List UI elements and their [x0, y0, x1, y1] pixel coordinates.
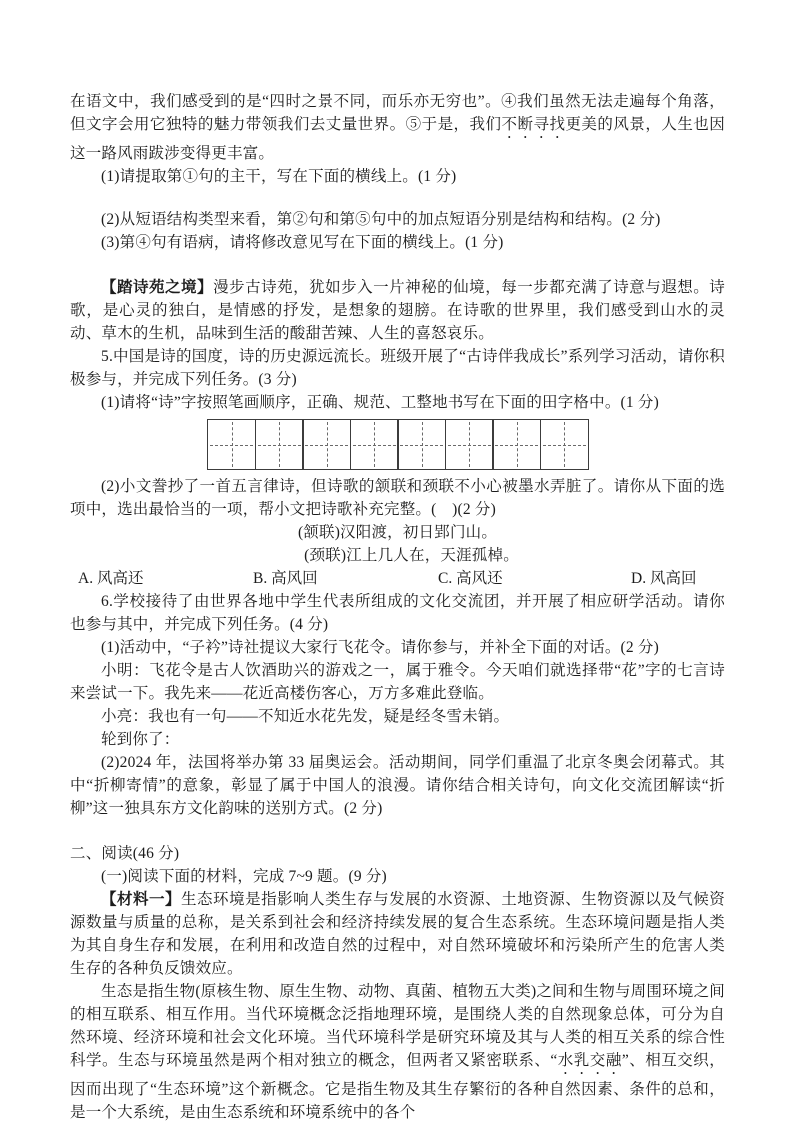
- tianzige-cell: [302, 419, 351, 470]
- option-c: C. 高风还: [438, 570, 503, 587]
- question-5-stem: 5.中国是诗的国度，诗的历史源远流长。班级开展了“古诗伴我成长”系列学习活动，请你积极参与，并完成下列任务。(3 分): [70, 348, 725, 388]
- emphasized-phrase-buduan-xunzhao: 不断寻找: [501, 116, 566, 133]
- question-4-3: (3)第④句有语病，请将修改意见写在下面的横线上。(1 分): [101, 234, 504, 251]
- option-b: B. 高风回: [253, 570, 318, 587]
- couplet-hanlian: (颔联)汉阳渡，初日郢门山。: [297, 524, 498, 541]
- paragraph-text-b: 更美的风景，人生也因这一路风雨跋涉变得更丰富。: [70, 116, 725, 162]
- option-a: A. 风高还: [78, 570, 144, 587]
- paragraph-text-a: 在语文中，我们感受到的是“四时之景不同，而乐亦无穷也”。④我们虽然无法走遍每个角落，但文字会用它独特的魅力带领我们去丈量世界。⑤于是，我们: [70, 93, 725, 133]
- question-5-1: (1)请将“诗”字按照笔画顺序，正确、规范、工整地书写在下面的田字格中。(1 分): [101, 394, 659, 411]
- tianzige-cell: [445, 419, 494, 470]
- tianzige-cell: [540, 419, 589, 470]
- tianzige-cell: [350, 419, 399, 470]
- couplet-jinglian: (颈联)江上几人在，天涯孤棹。: [304, 547, 519, 564]
- paragraph-language-intro: [70, 90, 725, 165]
- question-4-2: (2)从短语结构类型来看，第②句和第⑤句中的加点短语分别是结构和结构。(2 分): [101, 211, 661, 228]
- bracket-label-material-1: 【材料一】: [101, 891, 182, 908]
- tianzige-cell: [397, 419, 446, 470]
- poem-garden-text: 漫步古诗苑，犹如步入一片神秘的仙境，每一步都充满了诗意与遐想。诗歌，是心灵的独白，是情感的抒发，是想象的翅膀。在诗歌的世界里，我们感受到山水的灵动、草木的生机，品味到生活的酸甜苦辣、人生的喜怒哀乐。: [70, 279, 725, 342]
- question-6-1: (1)活动中，“子衿”诗社提议大家行飞花令。请你参与，并补全下面的对话。(2 分): [101, 639, 659, 656]
- answer-blank-space: [70, 188, 725, 208]
- option-d: D. 风高回: [631, 570, 697, 587]
- dialog-xiaoliang: 小亮：我也有一句——不知近水花先发，疑是经冬雪未销。: [101, 708, 510, 725]
- dialog-xiaoming: 小明：飞花令是古人饮酒助兴的游戏之一，属于雅令。今天咱们就选择带“花”字的七言诗来尝试一下。我先来——花近高楼伤客心，万方多难此登临。: [70, 662, 725, 702]
- section-2-subtitle: (一)阅读下面的材料，完成 7~9 题。(9 分): [101, 868, 387, 885]
- material-1-p2-text-b: ”、相互交织，因而出现了“生态环境”这个新概念。它是指生物及其生存繁衍的各种自然因素、条件的总和，是一个大系统，是由生态系统和环境系统中的各个: [70, 1052, 725, 1121]
- section-gap: [70, 254, 725, 276]
- material-1-paragraph-2: [70, 980, 725, 1124]
- material-1-text: 生态环境是指影响人类生存与发展的水资源、土地资源、生物资源以及气候资源数量与质量的总称，是关系到社会和经济持续发展的复合生态系统。生态环境问题是指人类为其自身生存和发展，在利用和改造自然的过程中，对自然环境破坏和污染所产生的危害人类生存的各种负反馈效应。: [70, 891, 725, 977]
- emphasized-phrase-shuiru-jiaorong: 水乳交融: [557, 1052, 622, 1069]
- tianzige-writing-grid: [207, 419, 725, 470]
- section-gap: [70, 820, 725, 842]
- question-5-2: (2)小文誊抄了一首五言律诗，但诗歌的颔联和颈联不小心被墨水弄脏了。请你从下面的选项中，选出最恰当的一项，帮小文把诗歌补充完整。( )(2 分): [70, 478, 725, 518]
- tianzige-cell: [492, 419, 541, 470]
- paragraph-poem-garden: [70, 276, 725, 345]
- material-1-paragraph: [70, 888, 725, 980]
- tianzige-cell: [207, 419, 256, 470]
- choice-options-row: [78, 567, 725, 590]
- section-2-title: 二、阅读(46 分): [70, 845, 180, 862]
- question-6-2: (2)2024 年，法国将举办第 33 届奥运会。活动期间，同学们重温了北京冬奥会闭幕式。其中“折柳寄情”的意象，彰显了属于中国人的浪漫。请你结合相关诗句，向文化交流团解读“折柳”这一独具东方文化韵味的送别方式。(2 分): [70, 754, 725, 817]
- question-4-1: (1)请提取第①句的主干，写在下面的横线上。(1 分): [101, 168, 457, 185]
- bracket-label-poem-garden: 【踏诗苑之境】: [101, 279, 214, 296]
- dialog-your-turn: 轮到你了：: [101, 731, 180, 748]
- tianzige-cell: [255, 419, 304, 470]
- question-6-stem: 6.学校接待了由世界各地中学生代表所组成的文化交流团，并开展了相应研学活动。请你也参与其中，并完成下列任务。(4 分): [70, 593, 725, 633]
- material-1-p2-text-a: 生态是指生物(原核生物、原生生物、动物、真菌、植物五大类)之间和生物与周围环境之间的相互联系、相互作用。当代环境概念泛指地理环境，是围绕人类的自然现象总体，可分为自然环境、经济环境和社会文化环境。当代环境科学是研究环境及其与人类的相互关系的综合性科学。生态与环境虽然是两个相对独立的概念，但两者又紧密联系、“: [70, 983, 725, 1069]
